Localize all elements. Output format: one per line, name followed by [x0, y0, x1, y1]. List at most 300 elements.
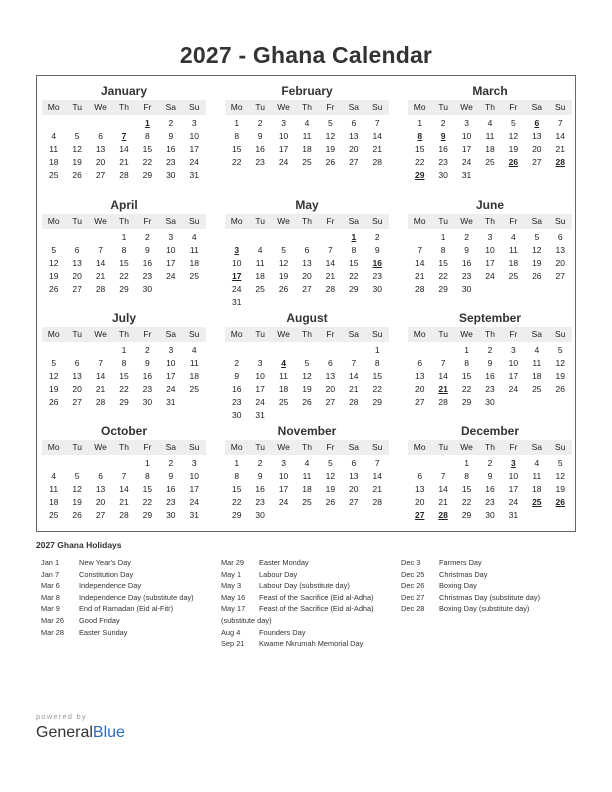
week-row — [225, 457, 389, 470]
holiday-date: 4 — [281, 358, 286, 368]
day-cell: 6 — [98, 471, 103, 481]
weekday-header — [408, 214, 572, 229]
week-row — [408, 283, 572, 296]
weekday-label: Tu — [255, 442, 265, 452]
day-cell: 2 — [234, 358, 240, 368]
day-cell: 30 — [166, 170, 176, 180]
holiday-date: 1 — [351, 232, 357, 242]
holiday-item-name: Christmas Day — [439, 569, 488, 579]
week-row — [408, 156, 572, 169]
weekday-label: Su — [189, 442, 200, 452]
day-cell: 13 — [72, 371, 82, 381]
week-row — [42, 457, 206, 470]
holiday-date: 29 — [414, 170, 425, 180]
weekday-header — [42, 214, 206, 229]
calendar-grid — [36, 75, 576, 532]
day-cell: 4 — [304, 458, 310, 468]
day-cell: 8 — [234, 131, 240, 141]
empty-cell — [112, 457, 135, 470]
weekday-label: Mo — [230, 329, 243, 339]
weekday-label: Sa — [348, 442, 360, 452]
day-cell: 17 — [278, 144, 289, 154]
day-cell: 28 — [95, 284, 106, 294]
weekday-label: Mo — [413, 102, 426, 112]
week-row — [225, 496, 389, 509]
empty-cell — [295, 409, 318, 422]
day-cell: 22 — [461, 497, 472, 507]
holiday-date: 17 — [231, 271, 242, 281]
weekday-label: Tu — [438, 329, 448, 339]
weekday-label: Th — [302, 216, 312, 226]
weekday-label: We — [460, 102, 473, 112]
day-cell: 2 — [145, 232, 150, 242]
day-cell: 23 — [438, 157, 448, 167]
weekday-label: Tu — [72, 442, 82, 452]
weekday-label: We — [94, 102, 107, 112]
day-cell: 1 — [440, 232, 446, 242]
day-cell: 4 — [191, 232, 197, 242]
week-row — [225, 470, 389, 483]
holiday-item-date: Mar 29 — [221, 558, 245, 567]
week-row — [42, 396, 206, 409]
day-cell: 26 — [48, 284, 59, 294]
day-cell: 25 — [189, 271, 199, 281]
day-cell: 27 — [414, 397, 425, 407]
day-cell: 19 — [508, 144, 519, 154]
day-cell: 15 — [142, 144, 153, 154]
holiday-date: 16 — [372, 258, 382, 268]
empty-cell — [342, 296, 365, 309]
weekday-label: Fr — [326, 216, 335, 226]
week-row — [408, 257, 572, 270]
day-cell: 8 — [145, 471, 150, 481]
day-cell: 9 — [257, 471, 263, 481]
holiday-item — [401, 569, 540, 581]
day-cell: 6 — [304, 245, 310, 255]
week-row — [225, 231, 389, 244]
weekday-label: Tu — [72, 102, 82, 112]
day-cell: 21 — [95, 384, 106, 394]
day-cell: 13 — [95, 144, 106, 154]
holiday-date: 9 — [440, 131, 446, 141]
day-cell: 5 — [328, 118, 333, 128]
weekday-label: Su — [555, 102, 566, 112]
weekday-label: Su — [189, 216, 200, 226]
day-cell: 14 — [95, 371, 106, 381]
holiday-item-name: Easter Monday — [259, 558, 309, 567]
week-row — [225, 270, 389, 283]
day-cell: 18 — [48, 497, 59, 507]
day-cell: 11 — [189, 358, 199, 368]
day-cell: 9 — [374, 245, 380, 255]
weekday-label: Tu — [72, 216, 82, 226]
day-cell: 3 — [168, 345, 174, 355]
day-cell: 12 — [325, 131, 336, 141]
holiday-item — [221, 569, 374, 581]
holiday-item-name: Boxing Day (substitute day) — [439, 604, 530, 614]
day-cell: 12 — [555, 358, 565, 368]
day-cell: 22 — [461, 384, 472, 394]
day-cell: 30 — [438, 170, 448, 180]
day-cell: 10 — [461, 131, 472, 141]
holiday-item-name: Farmers Day — [439, 558, 482, 567]
day-cell: 21 — [372, 484, 382, 494]
day-cell: 12 — [508, 131, 519, 141]
week-row — [42, 470, 206, 483]
day-cell: 1 — [121, 232, 127, 242]
day-cell: 22 — [142, 157, 153, 167]
weekday-label: Th — [485, 329, 495, 339]
day-cell: 17 — [189, 144, 199, 154]
day-cell: 11 — [49, 144, 59, 154]
week-row — [225, 244, 389, 257]
day-cell: 30 — [372, 284, 382, 294]
holiday-item-date: Dec 26 — [401, 581, 425, 591]
day-cell: 1 — [464, 345, 469, 355]
day-cell: 17 — [485, 258, 495, 268]
weekday-label: Th — [302, 442, 312, 452]
day-cell: 25 — [48, 170, 59, 180]
day-cell: 18 — [508, 258, 519, 268]
weekday-header — [408, 440, 572, 455]
holiday-item — [41, 603, 194, 615]
day-cell: 28 — [438, 397, 448, 407]
day-cell: 29 — [119, 397, 129, 407]
weekday-label: Sa — [348, 329, 360, 339]
empty-cell — [89, 457, 112, 470]
empty-cell — [42, 231, 65, 244]
week-row — [408, 270, 572, 283]
weekday-label: We — [460, 329, 473, 339]
weekday-header — [225, 327, 389, 342]
empty-cell — [525, 283, 548, 296]
week-row — [225, 257, 389, 270]
day-cell: 24 — [461, 157, 472, 167]
empty-cell — [342, 344, 365, 357]
month-january — [42, 83, 206, 182]
weekday-label: We — [277, 216, 290, 226]
day-cell: 26 — [532, 271, 542, 281]
day-cell: 15 — [372, 371, 382, 381]
day-cell: 9 — [145, 245, 150, 255]
day-cell: 10 — [231, 258, 242, 268]
day-cell: 13 — [414, 371, 425, 381]
empty-cell — [112, 117, 135, 130]
week-row — [408, 496, 572, 509]
day-cell: 27 — [325, 397, 336, 407]
holiday-item-name: Feast of the Sacrifice (Eid al-Adha) — [259, 592, 374, 602]
day-cell: 31 — [508, 510, 519, 520]
day-cell: 18 — [255, 271, 265, 281]
day-cell: 1 — [234, 458, 240, 468]
holiday-item-name: Founders Day — [259, 627, 306, 637]
week-row — [408, 509, 572, 522]
weekday-label: Th — [485, 102, 495, 112]
month-name: January — [100, 84, 148, 98]
weekday-label: Fr — [326, 102, 335, 112]
day-cell: 3 — [511, 345, 516, 355]
day-cell: 3 — [281, 458, 286, 468]
day-cell: 24 — [231, 284, 242, 294]
day-cell: 18 — [48, 157, 59, 167]
day-cell: 22 — [231, 157, 242, 167]
weekday-label: Su — [372, 442, 383, 452]
holiday-item — [221, 592, 374, 604]
week-row — [225, 383, 389, 396]
day-cell: 25 — [255, 284, 265, 294]
holiday-item-date: Dec 28 — [401, 604, 425, 614]
day-cell: 31 — [255, 410, 265, 420]
day-cell: 11 — [532, 471, 542, 481]
day-cell: 24 — [166, 384, 176, 394]
weekday-label: We — [460, 442, 473, 452]
day-cell: 16 — [231, 384, 242, 394]
week-row — [42, 231, 206, 244]
week-row — [225, 143, 389, 156]
day-cell: 3 — [191, 458, 197, 468]
day-cell: 21 — [119, 497, 129, 507]
day-cell: 28 — [119, 170, 129, 180]
weekday-label: Th — [485, 216, 495, 226]
day-cell: 24 — [278, 497, 289, 507]
holiday-item-date: Mar 28 — [41, 627, 65, 637]
week-row — [408, 169, 572, 182]
day-cell: 16 — [166, 144, 176, 154]
weekday-header — [408, 327, 572, 342]
empty-cell — [42, 344, 65, 357]
weekday-label: Sa — [348, 216, 360, 226]
day-cell: 16 — [485, 371, 495, 381]
holiday-item-name: Independence Day — [79, 581, 142, 591]
day-cell: 2 — [440, 118, 446, 128]
holiday-column — [401, 557, 540, 615]
weekday-label: Mo — [47, 329, 60, 339]
weekday-label: Sa — [531, 216, 543, 226]
day-cell: 8 — [234, 471, 240, 481]
empty-cell — [183, 396, 206, 409]
holiday-date: 28 — [555, 157, 565, 167]
day-cell: 27 — [95, 510, 106, 520]
week-row — [225, 357, 389, 370]
day-cell: 21 — [349, 384, 359, 394]
empty-cell — [295, 231, 318, 244]
weekday-label: Fr — [143, 442, 152, 452]
day-cell: 15 — [349, 258, 359, 268]
month-november — [225, 423, 389, 522]
holiday-item-name: Labour Day (substitute day) — [259, 581, 350, 591]
week-row — [42, 156, 206, 169]
day-cell: 23 — [255, 157, 265, 167]
weekday-label: Fr — [509, 102, 518, 112]
day-cell: 1 — [464, 458, 469, 468]
day-cell: 2 — [464, 232, 469, 242]
weekday-header — [42, 327, 206, 342]
day-cell: 20 — [532, 144, 542, 154]
weekday-label: Mo — [413, 442, 426, 452]
weekday-label: Th — [485, 442, 495, 452]
holiday-item-name: Easter Sunday — [79, 627, 128, 637]
month-february — [225, 83, 389, 169]
day-cell: 26 — [302, 397, 312, 407]
day-cell: 20 — [72, 271, 82, 281]
day-cell: 31 — [231, 297, 242, 307]
weekday-label: Sa — [531, 102, 543, 112]
day-cell: 22 — [349, 271, 359, 281]
day-cell: 22 — [231, 497, 242, 507]
day-cell: 5 — [74, 471, 80, 481]
day-cell: 10 — [278, 131, 289, 141]
day-cell: 15 — [142, 484, 153, 494]
holiday-item-name: Independence Day (substitute day) — [79, 592, 194, 602]
day-cell: 20 — [302, 271, 312, 281]
week-row — [42, 143, 206, 156]
month-march — [408, 83, 572, 182]
day-cell: 12 — [72, 484, 82, 494]
week-row — [408, 117, 572, 130]
holiday-date: 3 — [234, 245, 240, 255]
day-cell: 24 — [485, 271, 495, 281]
day-cell: 15 — [414, 144, 425, 154]
holiday-item-date: Mar 8 — [41, 592, 60, 602]
day-cell: 3 — [487, 232, 493, 242]
day-cell: 2 — [168, 458, 174, 468]
month-september — [408, 310, 572, 409]
brand-general: General — [36, 724, 93, 741]
day-cell: 30 — [461, 284, 472, 294]
holiday-item-date: Mar 6 — [41, 581, 60, 591]
holiday-item — [221, 627, 374, 639]
weekday-label: Mo — [230, 102, 243, 112]
day-cell: 20 — [414, 384, 425, 394]
empty-cell — [478, 283, 501, 296]
day-cell: 8 — [464, 471, 469, 481]
day-cell: 14 — [325, 258, 336, 268]
day-cell: 12 — [555, 471, 565, 481]
day-cell: 22 — [119, 271, 129, 281]
weekday-label: Su — [372, 102, 383, 112]
day-cell: 18 — [278, 384, 289, 394]
holiday-date: 28 — [438, 510, 448, 520]
day-cell: 2 — [487, 345, 493, 355]
holiday-date: 26 — [508, 157, 519, 167]
empty-cell — [549, 396, 572, 409]
day-cell: 14 — [119, 144, 129, 154]
day-cell: 23 — [166, 497, 176, 507]
empty-cell — [525, 169, 548, 182]
day-cell: 13 — [555, 245, 565, 255]
day-cell: 9 — [234, 371, 240, 381]
day-cell: 4 — [534, 458, 540, 468]
holiday-item — [41, 627, 194, 639]
weekday-label: Th — [119, 442, 129, 452]
day-cell: 30 — [231, 410, 242, 420]
month-june — [408, 197, 572, 296]
holiday-item-date: Jan 1 — [41, 558, 60, 567]
weekday-label: Tu — [255, 329, 265, 339]
day-cell: 1 — [374, 345, 380, 355]
day-cell: 14 — [95, 258, 106, 268]
holiday-item-date: Aug 4 — [221, 627, 241, 637]
day-cell: 6 — [351, 458, 357, 468]
empty-cell — [366, 509, 389, 522]
day-cell: 5 — [511, 118, 516, 128]
day-cell: 9 — [487, 358, 493, 368]
day-cell: 20 — [95, 497, 106, 507]
empty-cell — [319, 344, 342, 357]
day-cell: 15 — [231, 484, 242, 494]
holiday-date: 3 — [511, 458, 516, 468]
day-cell: 11 — [49, 484, 59, 494]
day-cell: 16 — [255, 144, 265, 154]
day-cell: 6 — [351, 118, 357, 128]
day-cell: 18 — [485, 144, 495, 154]
day-cell: 20 — [325, 384, 336, 394]
week-row — [42, 483, 206, 496]
week-row — [42, 496, 206, 509]
day-cell: 13 — [72, 258, 82, 268]
weekday-label: Mo — [47, 442, 60, 452]
day-cell: 13 — [302, 258, 312, 268]
holiday-item-date: Dec 25 — [401, 569, 425, 579]
day-cell: 4 — [487, 118, 493, 128]
empty-cell — [295, 296, 318, 309]
day-cell: 24 — [508, 384, 519, 394]
week-row — [225, 283, 389, 296]
day-cell: 9 — [145, 358, 150, 368]
holiday-item-continuation: (substitute day) — [221, 615, 272, 625]
empty-cell — [65, 117, 88, 130]
day-cell: 23 — [166, 157, 176, 167]
week-row — [225, 396, 389, 409]
day-cell: 30 — [142, 284, 153, 294]
day-cell: 24 — [166, 271, 176, 281]
day-cell: 4 — [257, 245, 263, 255]
empty-cell — [42, 457, 65, 470]
week-row — [42, 370, 206, 383]
weekday-label: Th — [302, 329, 312, 339]
empty-cell — [408, 231, 431, 244]
day-cell: 7 — [374, 458, 380, 468]
week-row — [42, 117, 206, 130]
day-cell: 12 — [48, 258, 59, 268]
day-cell: 30 — [255, 510, 265, 520]
empty-cell — [319, 296, 342, 309]
day-cell: 2 — [145, 345, 150, 355]
brand-blue: Blue — [92, 724, 125, 741]
day-cell: 27 — [532, 157, 542, 167]
holiday-item-name: Labour Day — [259, 569, 298, 579]
holiday-item — [41, 580, 194, 592]
empty-cell — [478, 169, 501, 182]
weekday-label: Mo — [230, 442, 243, 452]
day-cell: 8 — [374, 358, 380, 368]
weekday-label: Th — [119, 329, 129, 339]
weekday-label: Mo — [413, 329, 426, 339]
day-cell: 18 — [189, 258, 199, 268]
day-cell: 14 — [119, 484, 129, 494]
day-cell: 10 — [166, 245, 176, 255]
weekday-label: Tu — [438, 442, 448, 452]
weekday-label: We — [94, 442, 107, 452]
day-cell: 4 — [534, 345, 540, 355]
day-cell: 5 — [51, 245, 57, 255]
month-name: April — [110, 198, 138, 212]
day-cell: 15 — [119, 371, 129, 381]
weekday-label: We — [277, 102, 290, 112]
day-cell: 13 — [414, 484, 425, 494]
month-name: July — [111, 311, 136, 325]
day-cell: 23 — [255, 497, 265, 507]
